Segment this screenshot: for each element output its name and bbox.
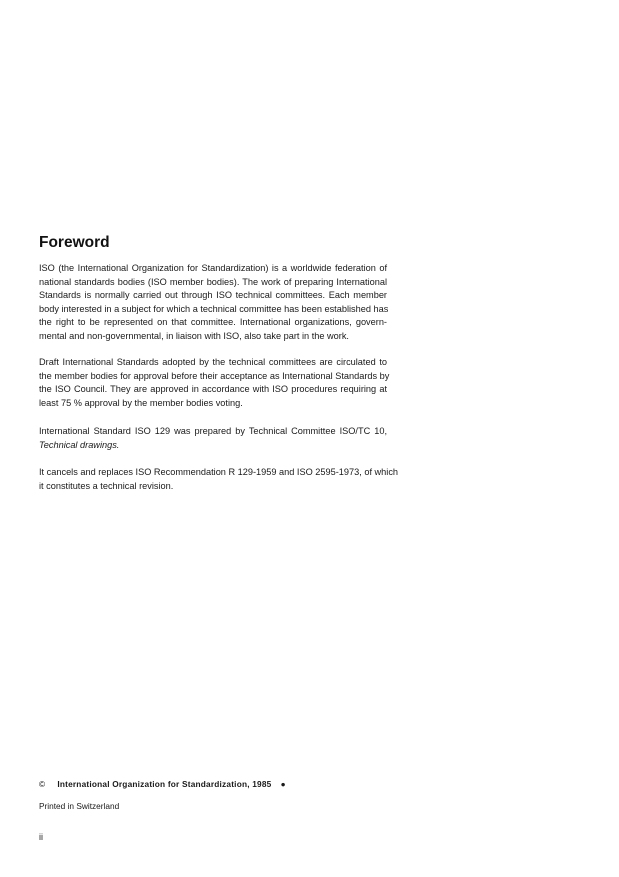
paragraph-iso-intro (39, 262, 387, 344)
text-line: It cancels and replaces ISO Recommendation R 129-1959 and ISO 2595-1973, of which (39, 467, 399, 477)
text-line: least 75 % approval by the member bodies voting. (39, 397, 243, 408)
text-line: national standards bodies (ISO member bodies). The work of preparing International (39, 276, 387, 287)
text-line: Standards is normally carried out through ISO technical committees. Each member (39, 290, 387, 301)
copyright-icon: © (39, 779, 46, 789)
text-line: mental and non-governmental, in liaison with ISO, also take part in the work. (39, 330, 349, 341)
printed-in: Printed in Switzerland (39, 801, 120, 811)
text-line: ISO (the International Organization for Standardization) is a worldwide federation of (39, 263, 387, 273)
committee-title: Technical drawings. (39, 439, 120, 450)
paragraph-prepared-by (39, 425, 387, 452)
bullet-icon: ● (280, 779, 286, 789)
copyright-notice (39, 779, 286, 789)
text-line: the ISO Council. They are approved in accordance with ISO procedures requiring at (39, 384, 387, 395)
text-line: International Standard ISO 129 was prepared by Technical Committee ISO/TC 10, (39, 426, 387, 436)
text-line: Draft International Standards adopted by the technical committees are circulated to (39, 357, 387, 367)
text-line: the member bodies for approval before their acceptance as International Standards by (39, 370, 390, 381)
paragraph-cancels-replaces (39, 466, 399, 493)
text-line: it constitutes a technical revision. (39, 480, 174, 491)
text-line: body interested in a subject for which a technical committee has been established has (39, 303, 389, 314)
text-line: the right to be represented on that committee. International organizations, govern- (39, 317, 387, 328)
foreword-heading: Foreword (39, 234, 110, 251)
paragraph-draft-standards (39, 356, 390, 410)
page-number: ii (39, 832, 43, 842)
copyright-text: International Organization for Standardization, 1985 (57, 779, 272, 789)
